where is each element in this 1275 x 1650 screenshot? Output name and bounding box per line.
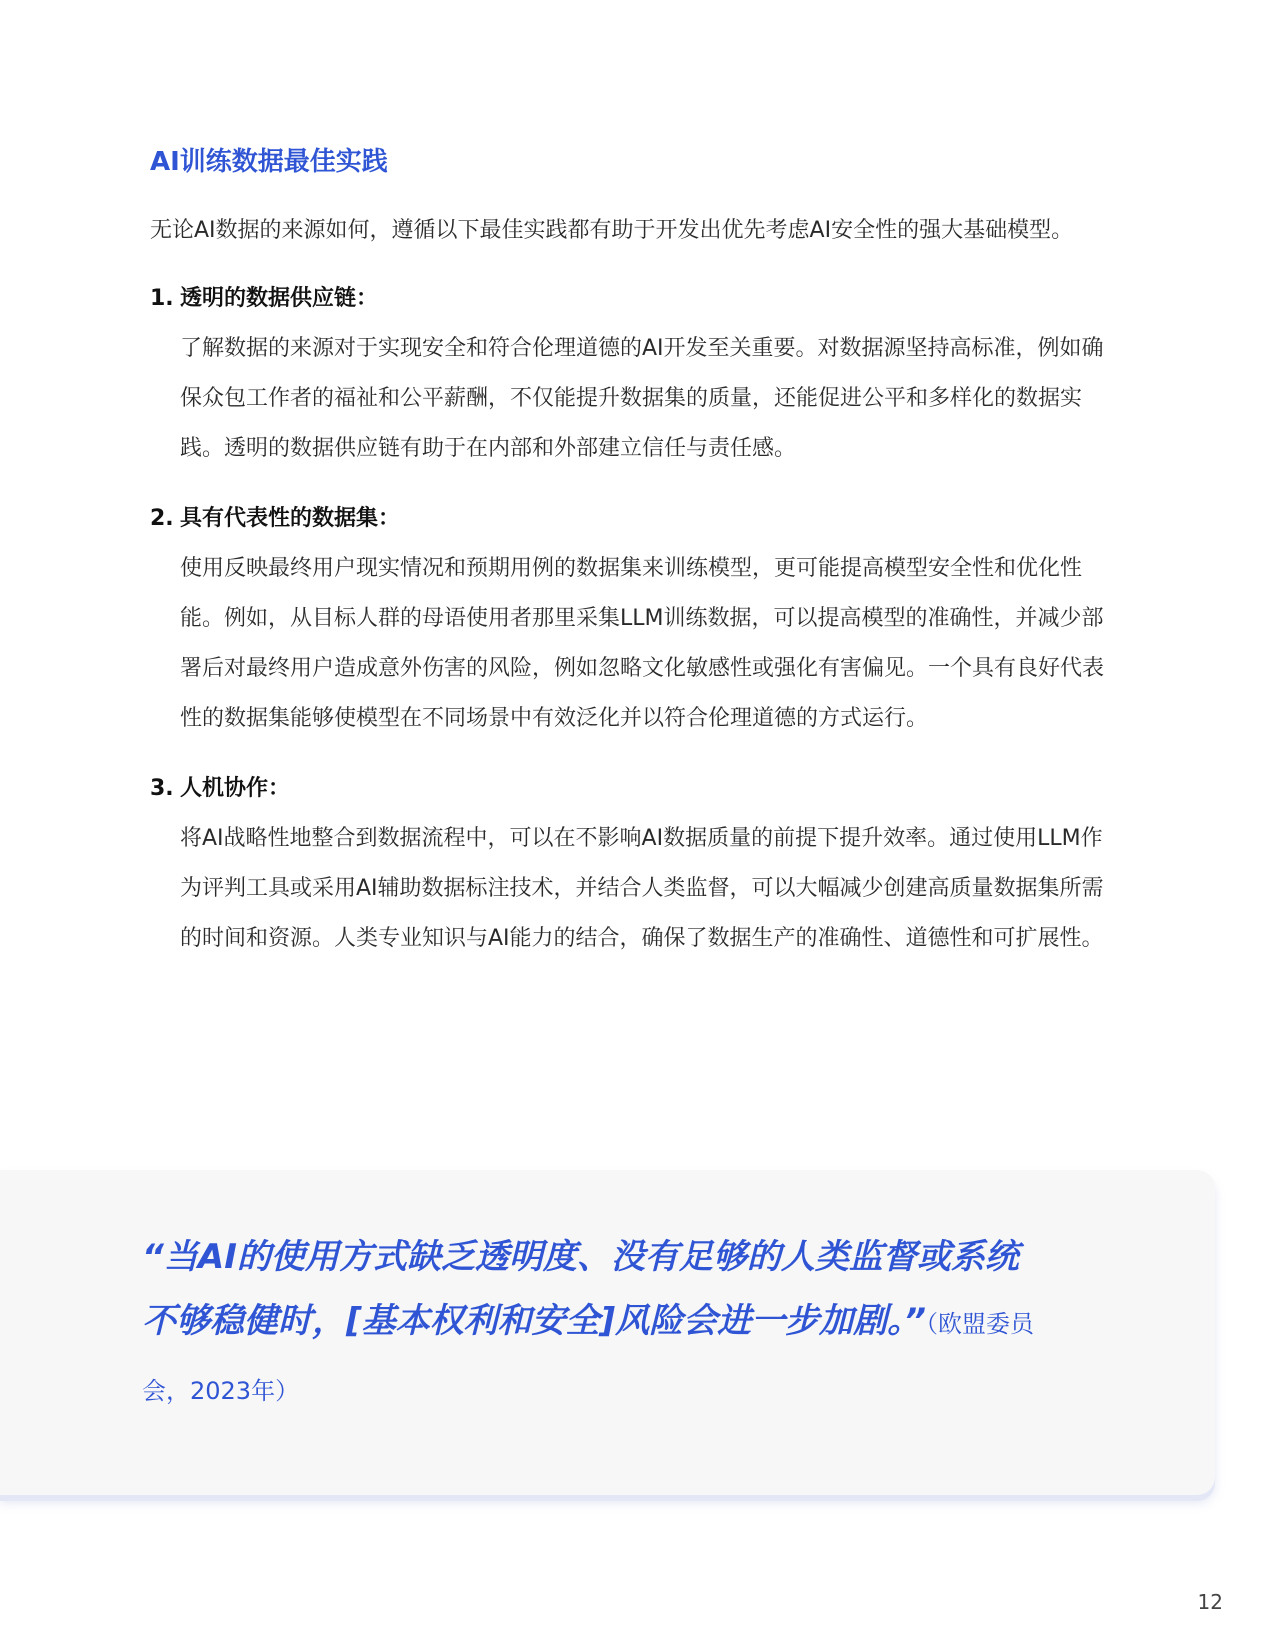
pull-quote xyxy=(142,1225,1042,1423)
item-body: 使用反映最终用户现实情况和预期用例的数据集来训练模型，更可能提高模型安全性和优化性能。例如，从目标人群的母语使用者那里采集LLM训练数据，可以提高模型的准确性，并减少部署后对最终用户造成意外伤害的风险，例如忽略文化敏感性或强化有害偏见。一个具有良好代表性的数据集能够使模型在不同场景中有效泛化并以符合伦理道德的方式运行。 xyxy=(180,556,1105,731)
item-body: 将AI战略性地整合到数据流程中，可以在不影响AI数据质量的前提下提升效率。通过使用LLM作为评判工具或采用AI辅助数据标注技术，并结合人类监督，可以大幅减少创建高质量数据集所需的时间和资源。人类专业知识与AI能力的结合，确保了数据生产的准确性、道德性和可扩展性。 xyxy=(180,826,1104,951)
item-heading xyxy=(150,764,1110,814)
pull-quote-box xyxy=(0,1170,1215,1495)
section-title: AI训练数据最佳实践 xyxy=(150,147,388,177)
intro-paragraph: 无论AI数据的来源如何，遵循以下最佳实践都有助于开发出优先考虑AI安全性的强大基础模型。 xyxy=(150,218,1074,243)
page-number: 12 xyxy=(1197,1590,1223,1614)
item-number: 3. xyxy=(150,776,174,801)
quote-text: “当AI的使用方式缺乏透明度、没有足够的人类监督或系统不够稳健时，[基本权利和安全]风险会进一步加剧。” xyxy=(142,1237,1019,1341)
page-content xyxy=(150,140,1110,984)
list-item-representative-datasets xyxy=(150,494,1110,744)
item-body: 了解数据的来源对于实现安全和符合伦理道德的AI开发至关重要。对数据源坚持高标准，例如确保众包工作者的福祉和公平薪酬，不仅能提升数据集的质量，还能促进公平和多样化的数据实践。透明的数据供应链有助于在内部和外部建立信任与责任感。 xyxy=(180,336,1104,461)
item-title: 人机协作： xyxy=(180,776,291,801)
item-heading xyxy=(150,494,1110,544)
item-title: 具有代表性的数据集： xyxy=(180,506,401,531)
item-heading xyxy=(150,274,1110,324)
item-title: 透明的数据供应链： xyxy=(180,286,379,311)
quote-citation: （欧盟委员会，2023年） xyxy=(142,1310,1034,1405)
item-number: 1. xyxy=(150,286,174,311)
list-item-supply-chain xyxy=(150,274,1110,474)
item-number: 2. xyxy=(150,506,174,531)
list-item-human-ai-collaboration xyxy=(150,764,1110,964)
